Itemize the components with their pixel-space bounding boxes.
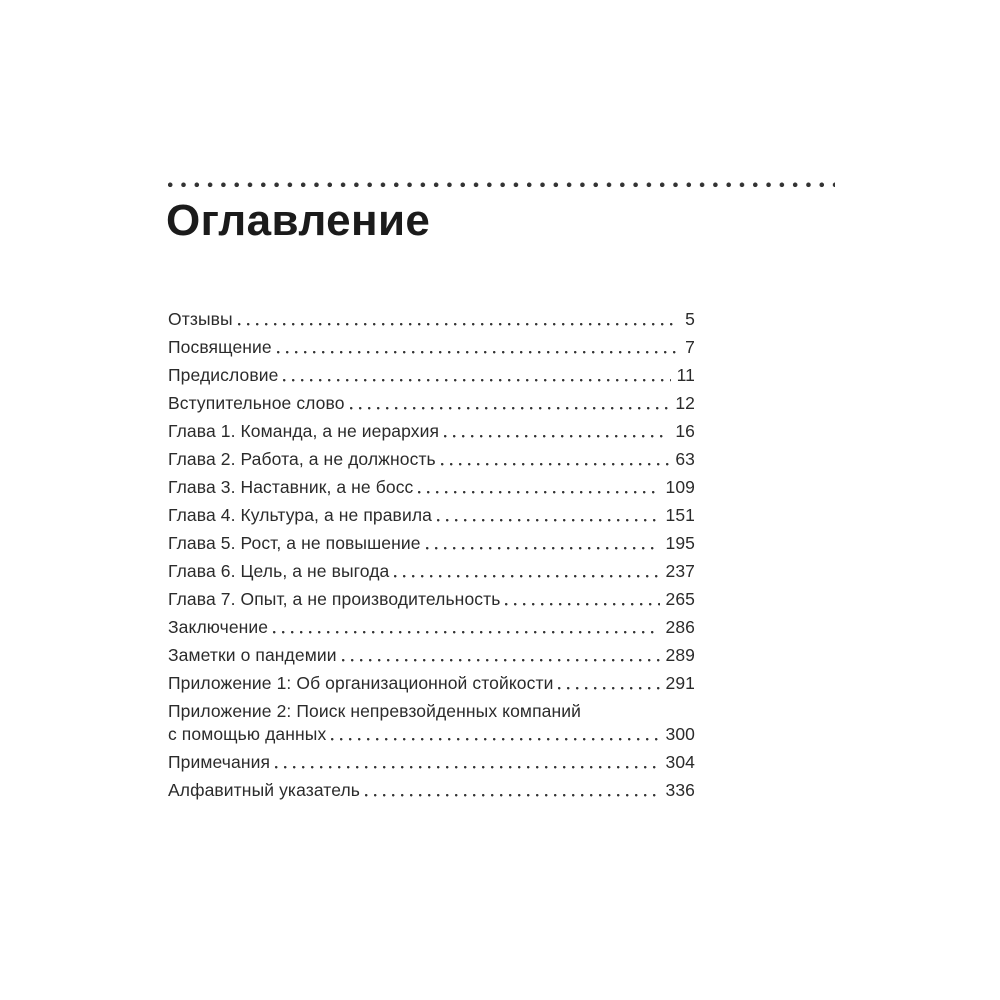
table-of-contents [168,310,695,809]
toc-page-number: 5 [685,309,695,329]
toc-entry-label: Предисловие [168,365,279,385]
dot-leader [505,590,659,609]
toc-entry [168,753,695,772]
toc-entry-row [168,618,695,637]
toc-page-number: 291 [665,673,695,693]
toc-page-number: 336 [665,780,695,800]
toc-entry-label: Приложение 1: Об организационной стойкости [168,673,554,693]
toc-entry [168,450,695,469]
dot-leader [394,562,659,581]
toc-entry-label: Вступительное слово [168,393,345,413]
toc-entry-label: с помощью данных [168,724,327,744]
toc-entry-label: Заключение [168,617,269,637]
dot-leader [238,310,679,329]
toc-entry-row [168,422,695,441]
toc-entry-row [168,590,695,609]
toc-page-number: 63 [675,449,695,469]
toc-entry-row [168,781,695,800]
dot-leader [444,422,669,441]
toc-entry [168,506,695,525]
dot-leader [365,781,660,800]
toc-entry-label: Заметки о пандемии [168,645,337,665]
toc-group [168,618,695,800]
toc-entry-row [168,534,695,553]
toc-entry-label: Глава 1. Команда, а не иерархия [168,421,440,441]
toc-page-number: 237 [665,561,695,581]
toc-page-number: 11 [676,365,695,385]
toc-entry [168,562,695,581]
toc-entry-label: Глава 3. Наставник, а не босс [168,477,414,497]
toc-entry-row [168,310,695,329]
toc-entry [168,310,695,329]
dot-leader [331,725,659,744]
dot-leader [441,450,670,469]
dot-leader [273,618,659,637]
page-title: Оглавление [166,196,431,245]
toc-entry [168,781,695,800]
toc-entry-label: Посвящение [168,337,272,357]
toc-entry [168,338,695,357]
dot-leader [426,534,660,553]
toc-entry [168,534,695,553]
toc-entry-label: Примечания [168,752,271,772]
toc-entry-label: Глава 2. Работа, а не должность [168,449,436,469]
toc-entry-label: Глава 4. Культура, а не правила [168,505,432,525]
toc-page-number: 286 [665,617,695,637]
dot-leader [558,674,659,693]
toc-group [168,310,695,413]
toc-page-number: 289 [665,645,695,665]
toc-entry-row [168,450,695,469]
toc-entry [168,422,695,441]
toc-entry-row [168,366,695,385]
toc-entry [168,478,695,497]
toc-entry-label: Глава 7. Опыт, а не производительность [168,589,501,609]
toc-entry-row [168,674,695,693]
toc-entry-label: Глава 5. Рост, а не повышение [168,533,421,553]
toc-page-number: 7 [685,337,695,357]
toc-entry-row [168,394,695,413]
toc-page-number: 195 [665,533,695,553]
toc-entry [168,394,695,413]
dot-leader [283,366,670,385]
toc-entry-row [168,478,695,497]
toc-entry [168,590,695,609]
toc-entry [168,618,695,637]
dot-leader [275,753,659,772]
toc-entry-label: Отзывы [168,309,233,329]
dot-leader [418,478,659,497]
dot-leader [277,338,679,357]
toc-page-number: 151 [665,505,695,525]
toc-entry-row [168,753,695,772]
dotted-separator [168,182,835,188]
toc-entry [168,674,695,693]
toc-entry-row [168,506,695,525]
toc-page-number: 304 [665,752,695,772]
toc-entry-row [168,562,695,581]
dot-leader [437,506,660,525]
toc-page-number: 265 [665,589,695,609]
toc-entry-row [168,338,695,357]
toc-entry-row [168,725,695,744]
toc-entry [168,646,695,665]
dot-leader [350,394,670,413]
toc-page-number: 109 [665,477,695,497]
toc-entry-label: Глава 6. Цель, а не выгода [168,561,390,581]
toc-page-number: 12 [675,393,695,413]
toc-page-number: 300 [665,724,695,744]
toc-entry [168,702,695,744]
toc-entry [168,366,695,385]
toc-page-number: 16 [675,421,695,441]
dot-leader [342,646,660,665]
toc-entry-row [168,646,695,665]
toc-entry-label: Алфавитный указатель [168,780,360,800]
toc-group [168,422,695,609]
toc-entry-label: Приложение 2: Поиск непревзойденных компаний [168,701,581,721]
